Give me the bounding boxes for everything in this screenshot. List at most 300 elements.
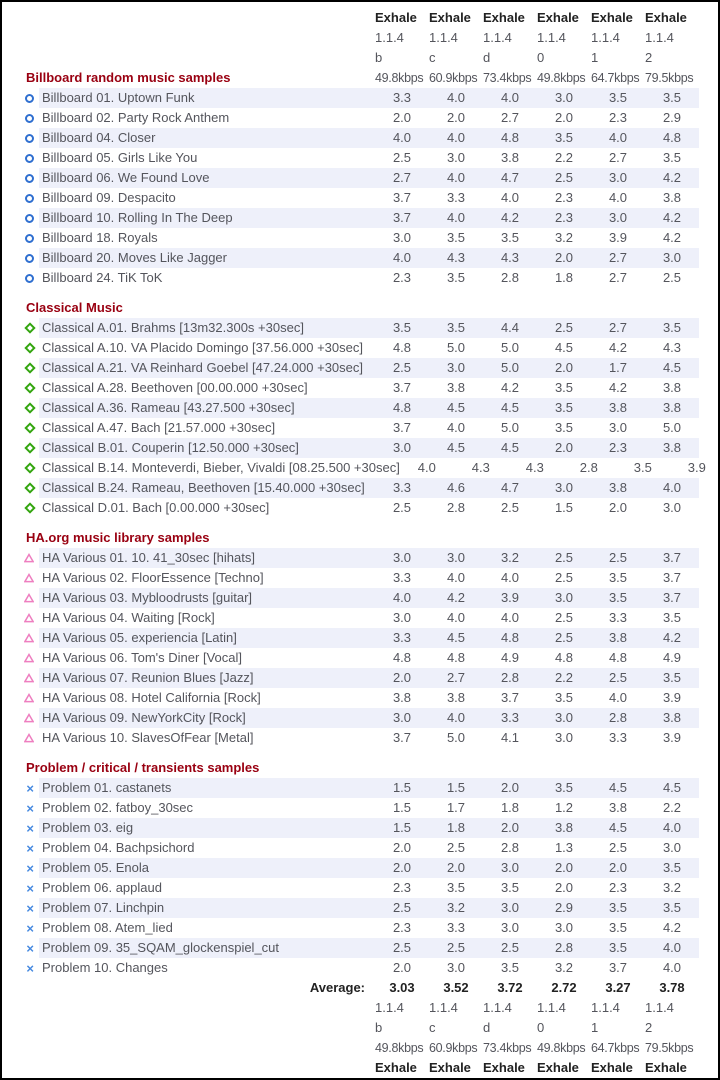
x-icon: × xyxy=(26,960,34,976)
score-cell: 3.8 xyxy=(392,690,412,705)
score-cell: 3.0 xyxy=(392,440,412,455)
table-row xyxy=(2,878,718,898)
score-cell: 3.0 xyxy=(554,920,574,935)
table-row xyxy=(2,378,718,398)
table-row xyxy=(2,818,718,838)
score-cell: 4.5 xyxy=(662,360,682,375)
score-cell: 3.0 xyxy=(608,170,628,185)
column-header-codec: Exhale xyxy=(483,10,525,25)
diamond-icon xyxy=(24,362,35,373)
table-row xyxy=(2,548,718,568)
score-cell: 2.5 xyxy=(608,670,628,685)
footer-column-header-codec: Exhale xyxy=(537,1060,579,1075)
score-cell: 4.0 xyxy=(392,250,412,265)
score-cell: 3.0 xyxy=(554,90,574,105)
score-cell: 3.5 xyxy=(662,900,682,915)
header-line-version xyxy=(2,28,718,48)
score-cell: 2.0 xyxy=(554,110,574,125)
score-cell: 3.8 xyxy=(662,380,682,395)
score-cell: 3.5 xyxy=(608,570,628,585)
triangle-icon xyxy=(24,553,34,563)
footer-column-header-preset: 1 xyxy=(591,1020,599,1035)
score-cell: 4.2 xyxy=(662,920,682,935)
header-line-preset xyxy=(2,48,718,68)
table-content xyxy=(2,2,718,1078)
score-cell: 4.5 xyxy=(662,780,682,795)
score-cell: 3.5 xyxy=(446,270,466,285)
score-cell: 2.5 xyxy=(662,270,682,285)
row-label: Classical A.47. Bach [21.57.000 +30sec] xyxy=(42,420,276,435)
row-label: Problem 05. Enola xyxy=(42,860,149,875)
table-row xyxy=(2,858,718,878)
circle-icon xyxy=(25,274,34,283)
score-cell: 4.8 xyxy=(446,650,466,665)
score-cell: 3.0 xyxy=(392,610,412,625)
score-cell: 2.5 xyxy=(392,150,412,165)
score-cell: 2.5 xyxy=(392,940,412,955)
score-cell: 3.7 xyxy=(392,380,412,395)
table-row xyxy=(2,478,718,498)
score-cell: 2.2 xyxy=(554,670,574,685)
score-cell: 3.0 xyxy=(554,480,574,495)
footer-column-header-codec: Exhale xyxy=(429,1060,471,1075)
table-row xyxy=(2,668,718,688)
table-row xyxy=(2,798,718,818)
footer-column-header-codec: Exhale xyxy=(375,1060,417,1075)
section-title: Billboard random music samples xyxy=(26,70,231,85)
triangle-icon xyxy=(24,573,34,583)
score-cell: 3.8 xyxy=(500,150,520,165)
column-header-bitrate: 49.8kbps xyxy=(537,71,586,85)
score-cell: 5.0 xyxy=(500,360,520,375)
table-row xyxy=(2,148,718,168)
score-cell: 4.8 xyxy=(662,130,682,145)
score-cell: 2.2 xyxy=(554,150,574,165)
score-cell: 2.5 xyxy=(392,900,412,915)
score-cell: 2.9 xyxy=(554,900,574,915)
score-cell: 4.3 xyxy=(446,250,466,265)
score-cell: 2.0 xyxy=(554,880,574,895)
score-cell: 4.0 xyxy=(446,610,466,625)
score-cell: 3.5 xyxy=(608,590,628,605)
score-cell: 3.5 xyxy=(500,880,520,895)
diamond-icon xyxy=(24,322,35,333)
score-cell: 3.5 xyxy=(500,230,520,245)
score-cell: 3.5 xyxy=(662,610,682,625)
score-cell: 1.7 xyxy=(446,800,466,815)
score-cell: 2.3 xyxy=(392,270,412,285)
table-row xyxy=(2,708,718,728)
score-cell: 4.0 xyxy=(608,130,628,145)
score-cell: 3.8 xyxy=(662,440,682,455)
table-row xyxy=(2,498,718,518)
table-row xyxy=(2,418,718,438)
footer-column-header-version: 1.1.4 xyxy=(537,1000,566,1015)
score-cell: 2.7 xyxy=(500,110,520,125)
score-cell: 2.8 xyxy=(608,710,628,725)
score-cell: 2.5 xyxy=(500,500,520,515)
score-cell: 4.2 xyxy=(662,210,682,225)
footer-column-header-bitrate: 73.4kbps xyxy=(483,1041,532,1055)
score-cell: 2.7 xyxy=(608,270,628,285)
column-header-preset: c xyxy=(429,50,436,65)
score-cell: 3.8 xyxy=(662,710,682,725)
score-cell: 2.0 xyxy=(554,860,574,875)
score-cell: 3.8 xyxy=(608,400,628,415)
score-cell: 4.2 xyxy=(500,210,520,225)
diamond-icon xyxy=(24,382,35,393)
row-label: HA Various 02. FloorEssence [Techno] xyxy=(42,570,264,585)
score-cell: 2.7 xyxy=(608,250,628,265)
score-cell: 2.5 xyxy=(500,940,520,955)
row-label: Billboard 06. We Found Love xyxy=(42,170,210,185)
score-cell: 4.0 xyxy=(608,690,628,705)
footer-header-line-codec xyxy=(2,1058,718,1078)
row-label: Billboard 20. Moves Like Jagger xyxy=(42,250,227,265)
score-cell: 3.0 xyxy=(392,710,412,725)
score-cell: 3.2 xyxy=(554,230,574,245)
score-cell: 3.8 xyxy=(662,400,682,415)
section-header xyxy=(2,528,718,548)
score-cell: 2.8 xyxy=(579,460,598,475)
score-cell: 4.2 xyxy=(662,630,682,645)
table-row xyxy=(2,128,718,148)
average-score-cell: 3.72 xyxy=(497,980,523,995)
table-row xyxy=(2,778,718,798)
column-header-preset: d xyxy=(483,50,491,65)
circle-icon xyxy=(25,114,34,123)
score-cell: 3.5 xyxy=(662,670,682,685)
score-cell: 2.0 xyxy=(554,250,574,265)
score-cell: 5.0 xyxy=(662,420,682,435)
average-score-cell: 2.72 xyxy=(551,980,577,995)
score-cell: 3.3 xyxy=(500,710,520,725)
score-cell: 3.0 xyxy=(500,900,520,915)
circle-icon xyxy=(25,214,34,223)
row-label: Billboard 10. Rolling In The Deep xyxy=(42,210,233,225)
row-label: HA Various 10. SlavesOfFear [Metal] xyxy=(42,730,254,745)
score-cell: 4.3 xyxy=(662,340,682,355)
diamond-icon xyxy=(24,442,35,453)
header-line-codec xyxy=(2,8,718,28)
score-cell: 2.0 xyxy=(392,860,412,875)
diamond-icon xyxy=(24,502,35,513)
score-cell: 3.3 xyxy=(446,190,466,205)
triangle-icon xyxy=(24,613,34,623)
row-label: Problem 10. Changes xyxy=(42,960,168,975)
row-label: Problem 08. Atem_lied xyxy=(42,920,173,935)
row-label: Problem 03. eig xyxy=(42,820,134,835)
table-row xyxy=(2,608,718,628)
score-cell: 4.8 xyxy=(500,130,520,145)
triangle-icon xyxy=(24,713,34,723)
score-cell: 4.0 xyxy=(392,130,412,145)
column-header-bitrate: 73.4kbps xyxy=(483,71,532,85)
score-cell: 2.5 xyxy=(554,550,574,565)
score-cell: 4.9 xyxy=(662,650,682,665)
row-label: Problem 06. applaud xyxy=(42,880,162,895)
score-cell: 4.0 xyxy=(608,190,628,205)
score-cell: 2.5 xyxy=(554,570,574,585)
table-row xyxy=(2,728,718,748)
x-icon: × xyxy=(26,880,34,896)
score-cell: 2.7 xyxy=(392,170,412,185)
score-cell: 5.0 xyxy=(446,730,466,745)
table-row xyxy=(2,458,718,478)
row-label: Billboard 02. Party Rock Anthem xyxy=(42,110,230,125)
score-cell: 3.5 xyxy=(608,940,628,955)
score-cell: 4.8 xyxy=(500,630,520,645)
table-row xyxy=(2,898,718,918)
score-cell: 4.1 xyxy=(500,730,520,745)
score-cell: 3.7 xyxy=(392,730,412,745)
row-label: HA Various 07. Reunion Blues [Jazz] xyxy=(42,670,254,685)
score-cell: 3.7 xyxy=(662,590,682,605)
score-cell: 3.5 xyxy=(662,90,682,105)
section-header xyxy=(2,758,718,778)
score-cell: 4.2 xyxy=(662,170,682,185)
score-cell: 4.0 xyxy=(662,940,682,955)
score-cell: 2.2 xyxy=(662,800,682,815)
score-cell: 2.3 xyxy=(554,190,574,205)
score-cell: 3.2 xyxy=(662,880,682,895)
score-cell: 4.0 xyxy=(500,90,520,105)
row-label: HA Various 09. NewYorkCity [Rock] xyxy=(42,710,246,725)
score-cell: 4.0 xyxy=(446,570,466,585)
table-row xyxy=(2,438,718,458)
column-header-version: 1.1.4 xyxy=(591,30,620,45)
score-cell: 3.7 xyxy=(608,960,628,975)
section-title: Problem / critical / transients samples xyxy=(26,760,260,775)
score-cell: 4.5 xyxy=(608,820,628,835)
score-cell: 4.0 xyxy=(446,210,466,225)
circle-icon xyxy=(25,254,34,263)
score-cell: 4.8 xyxy=(392,340,412,355)
column-header-bitrate: 49.8kbps xyxy=(375,71,424,85)
score-cell: 3.8 xyxy=(554,820,574,835)
footer-column-header-bitrate: 49.8kbps xyxy=(537,1041,586,1055)
average-score-cell: 3.03 xyxy=(389,980,415,995)
table-row xyxy=(2,398,718,418)
table-row xyxy=(2,648,718,668)
column-header-codec: Exhale xyxy=(537,10,579,25)
table-row xyxy=(2,688,718,708)
score-cell: 2.0 xyxy=(608,500,628,515)
score-cell: 3.9 xyxy=(662,690,682,705)
circle-icon xyxy=(25,154,34,163)
row-label: Classical D.01. Bach [0.00.000 +30sec] xyxy=(42,500,270,515)
score-cell: 2.3 xyxy=(608,880,628,895)
score-cell: 3.0 xyxy=(392,230,412,245)
footer-column-header-bitrate: 79.5kbps xyxy=(645,1041,694,1055)
table-row xyxy=(2,568,718,588)
score-cell: 2.5 xyxy=(392,500,412,515)
score-cell: 3.5 xyxy=(662,320,682,335)
row-label: HA Various 05. experiencia [Latin] xyxy=(42,630,237,645)
score-cell: 3.3 xyxy=(392,630,412,645)
footer-column-header-version: 1.1.4 xyxy=(429,1000,458,1015)
column-header-preset: 1 xyxy=(591,50,599,65)
score-cell: 3.5 xyxy=(554,400,574,415)
score-cell: 4.5 xyxy=(446,440,466,455)
score-cell: 5.0 xyxy=(500,340,520,355)
score-cell: 4.2 xyxy=(446,590,466,605)
column-header-codec: Exhale xyxy=(645,10,687,25)
score-cell: 1.7 xyxy=(608,360,628,375)
score-cell: 2.0 xyxy=(500,780,520,795)
score-cell: 4.3 xyxy=(471,460,490,475)
score-cell: 3.8 xyxy=(608,480,628,495)
score-cell: 3.7 xyxy=(392,210,412,225)
score-cell: 4.0 xyxy=(500,570,520,585)
footer-column-header-version: 1.1.4 xyxy=(645,1000,674,1015)
score-cell: 2.5 xyxy=(554,320,574,335)
score-cell: 3.5 xyxy=(608,900,628,915)
average-score-cell: 3.78 xyxy=(659,980,685,995)
footer-column-header-bitrate: 64.7kbps xyxy=(591,1041,640,1055)
column-header-version: 1.1.4 xyxy=(537,30,566,45)
score-cell: 3.5 xyxy=(608,90,628,105)
score-cell: 3.7 xyxy=(662,550,682,565)
table-row xyxy=(2,268,718,288)
score-cell: 4.5 xyxy=(500,400,520,415)
score-cell: 2.0 xyxy=(554,360,574,375)
score-cell: 4.4 xyxy=(500,320,520,335)
triangle-icon xyxy=(24,693,34,703)
score-cell: 2.0 xyxy=(392,670,412,685)
score-cell: 2.5 xyxy=(446,840,466,855)
table-row xyxy=(2,108,718,128)
score-cell: 3.0 xyxy=(446,550,466,565)
row-label: Classical A.01. Brahms [13m32.300s +30sec] xyxy=(42,320,304,335)
score-cell: 4.3 xyxy=(525,460,544,475)
table-row xyxy=(2,208,718,228)
table-row xyxy=(2,628,718,648)
score-cell: 3.5 xyxy=(633,460,652,475)
circle-icon xyxy=(25,234,34,243)
score-cell: 4.0 xyxy=(446,90,466,105)
score-cell: 4.3 xyxy=(500,250,520,265)
score-cell: 4.2 xyxy=(500,380,520,395)
column-header-version: 1.1.4 xyxy=(483,30,512,45)
score-cell: 3.5 xyxy=(608,920,628,935)
score-cell: 4.0 xyxy=(446,420,466,435)
row-label: Billboard 01. Uptown Funk xyxy=(42,90,195,105)
score-cell: 4.2 xyxy=(608,340,628,355)
row-label: HA Various 06. Tom's Diner [Vocal] xyxy=(42,650,242,665)
triangle-icon xyxy=(24,653,34,663)
score-cell: 2.0 xyxy=(554,440,574,455)
footer-column-header-version: 1.1.4 xyxy=(375,1000,404,1015)
score-cell: 3.5 xyxy=(554,380,574,395)
diamond-icon xyxy=(24,422,35,433)
score-cell: 2.9 xyxy=(662,110,682,125)
score-cell: 3.5 xyxy=(662,860,682,875)
score-cell: 3.8 xyxy=(446,690,466,705)
row-label: Classical B.24. Rameau, Beethoven [15.40.000 +30sec] xyxy=(42,480,365,495)
circle-icon xyxy=(25,94,34,103)
table-row xyxy=(2,88,718,108)
triangle-icon xyxy=(24,633,34,643)
score-cell: 1.8 xyxy=(446,820,466,835)
score-cell: 1.5 xyxy=(554,500,574,515)
row-label: Classical B.14. Monteverdi, Bieber, Vivaldi [08.25.500 +30sec] xyxy=(42,460,400,475)
score-cell: 2.5 xyxy=(554,610,574,625)
score-cell: 2.8 xyxy=(500,840,520,855)
footer-column-header-preset: b xyxy=(375,1020,383,1035)
score-cell: 3.3 xyxy=(608,610,628,625)
diamond-icon xyxy=(24,462,35,473)
score-cell: 3.0 xyxy=(392,550,412,565)
score-cell: 3.0 xyxy=(554,730,574,745)
table-row xyxy=(2,168,718,188)
score-cell: 4.8 xyxy=(392,650,412,665)
score-cell: 4.8 xyxy=(392,400,412,415)
x-icon: × xyxy=(26,820,34,836)
column-header-codec: Exhale xyxy=(375,10,417,25)
score-cell: 2.5 xyxy=(608,550,628,565)
score-cell: 4.0 xyxy=(662,480,682,495)
column-header-preset: b xyxy=(375,50,383,65)
table-row xyxy=(2,838,718,858)
score-cell: 3.5 xyxy=(662,150,682,165)
score-cell: 1.8 xyxy=(554,270,574,285)
column-header-preset: 2 xyxy=(645,50,653,65)
score-cell: 3.9 xyxy=(687,460,706,475)
score-cell: 1.5 xyxy=(392,820,412,835)
score-cell: 4.0 xyxy=(392,590,412,605)
score-cell: 1.8 xyxy=(500,800,520,815)
row-label: HA Various 08. Hotel California [Rock] xyxy=(42,690,261,705)
score-cell: 3.5 xyxy=(554,130,574,145)
score-cell: 2.0 xyxy=(500,820,520,835)
score-cell: 3.0 xyxy=(446,960,466,975)
row-label: Problem 01. castanets xyxy=(42,780,172,795)
circle-icon xyxy=(25,134,34,143)
score-cell: 3.7 xyxy=(500,690,520,705)
score-cell: 4.0 xyxy=(662,820,682,835)
score-cell: 3.5 xyxy=(554,690,574,705)
section-header xyxy=(2,68,718,88)
x-icon: × xyxy=(26,780,34,796)
score-cell: 4.8 xyxy=(554,650,574,665)
score-cell: 4.2 xyxy=(662,230,682,245)
score-cell: 2.5 xyxy=(554,170,574,185)
x-icon: × xyxy=(26,920,34,936)
score-cell: 3.9 xyxy=(608,230,628,245)
row-label: Classical A.21. VA Reinhard Goebel [47.24.000 +30sec] xyxy=(42,360,363,375)
score-cell: 3.5 xyxy=(446,230,466,245)
score-cell: 2.3 xyxy=(554,210,574,225)
score-cell: 2.7 xyxy=(608,150,628,165)
table-row xyxy=(2,228,718,248)
score-cell: 3.2 xyxy=(554,960,574,975)
score-cell: 4.5 xyxy=(554,340,574,355)
footer-column-header-preset: 2 xyxy=(645,1020,653,1035)
column-header-bitrate: 79.5kbps xyxy=(645,71,694,85)
score-cell: 2.0 xyxy=(392,960,412,975)
row-label: Problem 02. fatboy_30sec xyxy=(42,800,194,815)
row-label: Classical A.10. VA Placido Domingo [37.56.000 +30sec] xyxy=(42,340,363,355)
footer-column-header-version: 1.1.4 xyxy=(591,1000,620,1015)
score-cell: 2.0 xyxy=(392,840,412,855)
row-label: HA Various 04. Waiting [Rock] xyxy=(42,610,215,625)
column-header-codec: Exhale xyxy=(429,10,471,25)
circle-icon xyxy=(25,174,34,183)
score-cell: 4.9 xyxy=(500,650,520,665)
score-cell: 2.8 xyxy=(446,500,466,515)
table-row xyxy=(2,918,718,938)
